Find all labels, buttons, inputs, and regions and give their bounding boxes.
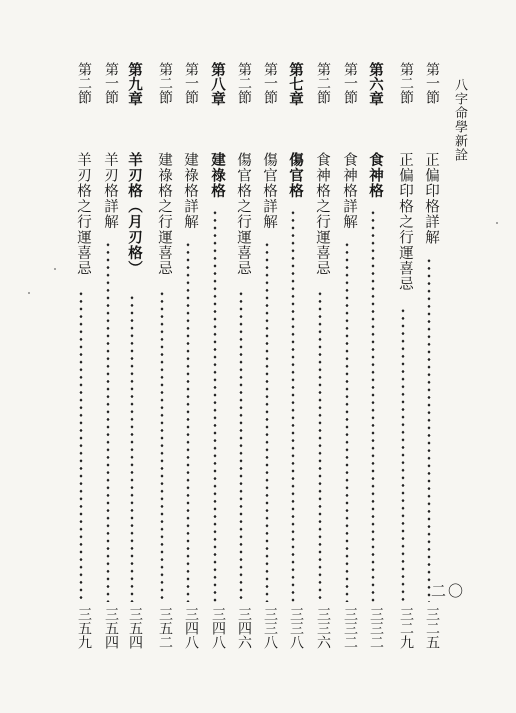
section-entry	[392, 62, 416, 677]
dot-leader	[106, 241, 110, 603]
section-number: 第二節	[236, 62, 252, 104]
page-number: 二〇	[431, 582, 466, 600]
paper-speck	[54, 268, 56, 270]
section-entry	[309, 62, 333, 677]
dot-leader	[401, 307, 405, 603]
section-number: 第二節	[398, 62, 414, 104]
page-ref: 三二九	[398, 607, 414, 649]
section-entry	[151, 62, 175, 677]
section-entry	[97, 62, 121, 677]
paper-speck	[28, 292, 30, 294]
section-number: 第二節	[315, 62, 331, 104]
page-ref: 三三八	[288, 607, 304, 649]
page-ref: 三二五	[424, 607, 440, 649]
dot-leader	[130, 294, 134, 602]
chapter-number: 第七章	[287, 62, 304, 106]
section-title: 傷官格之行運喜忌	[235, 152, 251, 276]
section-title: 建祿格之行運喜忌	[156, 152, 172, 276]
dot-leader	[213, 209, 217, 602]
section-title: 羊刃格之行運喜忌	[75, 152, 91, 276]
chapter-title: 食神格	[367, 152, 384, 199]
section-number: 第一節	[103, 62, 119, 104]
dot-leader	[371, 209, 375, 602]
chapter-title: 建祿格	[209, 152, 226, 199]
section-number: 第一節	[262, 62, 278, 104]
page-ref: 三四八	[183, 607, 199, 649]
page-ref: 三三六	[315, 607, 331, 649]
chapter-number: 第九章	[126, 62, 143, 106]
paper-speck	[496, 222, 498, 224]
section-title: 正偏印格之行運喜忌	[397, 152, 413, 292]
section-entry	[256, 62, 280, 677]
dot-leader	[427, 257, 431, 602]
section-number: 第一節	[342, 62, 358, 104]
page-ref: 三五四	[103, 607, 119, 649]
section-title: 傷官格詳解	[261, 152, 277, 230]
page-ref: 三五二	[157, 607, 173, 649]
section-entry	[418, 62, 442, 677]
page-ref: 三五九	[76, 607, 92, 649]
chapter-entry	[204, 62, 228, 677]
chapter-title: 羊刃格（月刃格）	[126, 152, 143, 276]
dot-leader	[186, 241, 190, 603]
section-number: 第二節	[157, 62, 173, 104]
running-head: 八字命學新詮	[452, 78, 467, 162]
chapter-number: 第八章	[209, 62, 226, 106]
section-entry	[177, 62, 201, 677]
section-title: 羊刃格詳解	[102, 152, 118, 230]
section-title: 建祿格詳解	[182, 152, 198, 230]
dot-leader	[239, 290, 243, 602]
dot-leader	[345, 241, 349, 603]
chapter-entry	[282, 62, 306, 677]
chapter-title: 傷官格	[287, 152, 304, 199]
chapter-number: 第六章	[367, 62, 384, 106]
dot-leader	[160, 290, 164, 602]
section-title: 食神格詳解	[341, 152, 357, 230]
page-ref: 三三二	[342, 607, 358, 649]
page-ref: 三四六	[236, 607, 252, 649]
dot-leader	[265, 241, 269, 603]
section-entry	[230, 62, 254, 677]
section-entry	[70, 62, 94, 677]
section-number: 第二節	[76, 62, 92, 104]
section-entry	[336, 62, 360, 677]
page-ref: 三三八	[262, 607, 278, 649]
chapter-entry	[121, 62, 145, 677]
section-number: 第一節	[183, 62, 199, 104]
chapter-entry	[362, 62, 386, 677]
section-number: 第一節	[424, 62, 440, 104]
page-ref: 三三二	[368, 607, 384, 649]
dot-leader	[291, 209, 295, 602]
page-ref: 三五四	[127, 607, 143, 649]
section-title: 正偏印格詳解	[423, 152, 439, 245]
dot-leader	[79, 290, 83, 602]
page-ref: 三四八	[210, 607, 226, 649]
dot-leader	[318, 290, 322, 602]
section-title: 食神格之行運喜忌	[314, 152, 330, 276]
